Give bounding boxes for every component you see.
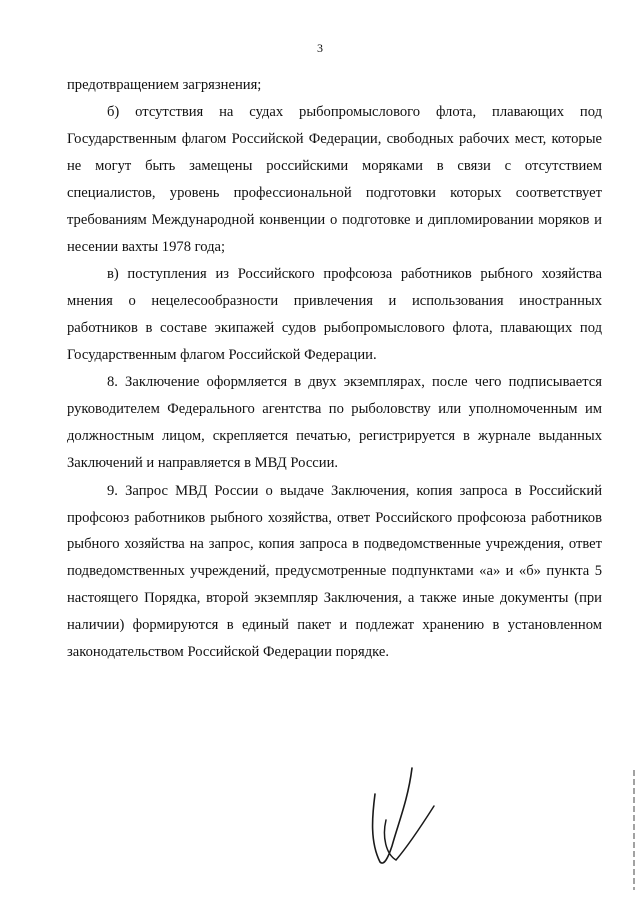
document-body	[67, 72, 602, 666]
paragraph-point-8: 8. Заключение оформляется в двух экземплярах, после чего подписывается руководителем Федерального агентства по рыболовству или уполномоченным им должностным лицом, скрепляется печатью, регистрируется в журнале выданных Заключений и направляется в МВД России.	[67, 374, 602, 472]
page-number: 3	[317, 41, 323, 55]
paragraph-item-v: в) поступления из Российского профсоюза работников рыбного хозяйства мнения о нецелесообразности привлечения и использования иностранных работников в составе экипажей судов рыбопромыслового флота, плавающих под Государственным флагом Российской Федерации.	[67, 266, 602, 364]
paragraph-continuation: предотвращением загрязнения;	[67, 77, 262, 93]
handwritten-signature-icon	[366, 762, 436, 866]
paragraph-item-b: б) отсутствия на судах рыбопромыслового флота, плавающих под Государственным флагом Российской Федерации, свободных рабочих мест, которые не могут быть замещены российскими моряками в связи с отсутствием специалистов, уровень профессиональной подготовки которых соответствует требованиям Международной конвенции о подготовке и дипломировании моряков и несении вахты 1978 года;	[67, 104, 602, 255]
paragraph-point-9: 9. Запрос МВД России о выдаче Заключения, копия запроса в Российский профсоюз работников рыбного хозяйства, ответ Российского профсоюза работников рыбного хозяйства на запрос, копия запроса в подведомственные учреждения, ответ подведомственных учреждений, предусмотренные подпунктами «а» и «б» пункта 5 настоящего Порядка, второй экземпляр Заключения, а также иные документы (при наличии) формируются в единый пакет и подлежат хранению в установленном законодательством Российской Федерации порядке.	[67, 482, 602, 661]
scan-edge-line	[633, 770, 635, 890]
